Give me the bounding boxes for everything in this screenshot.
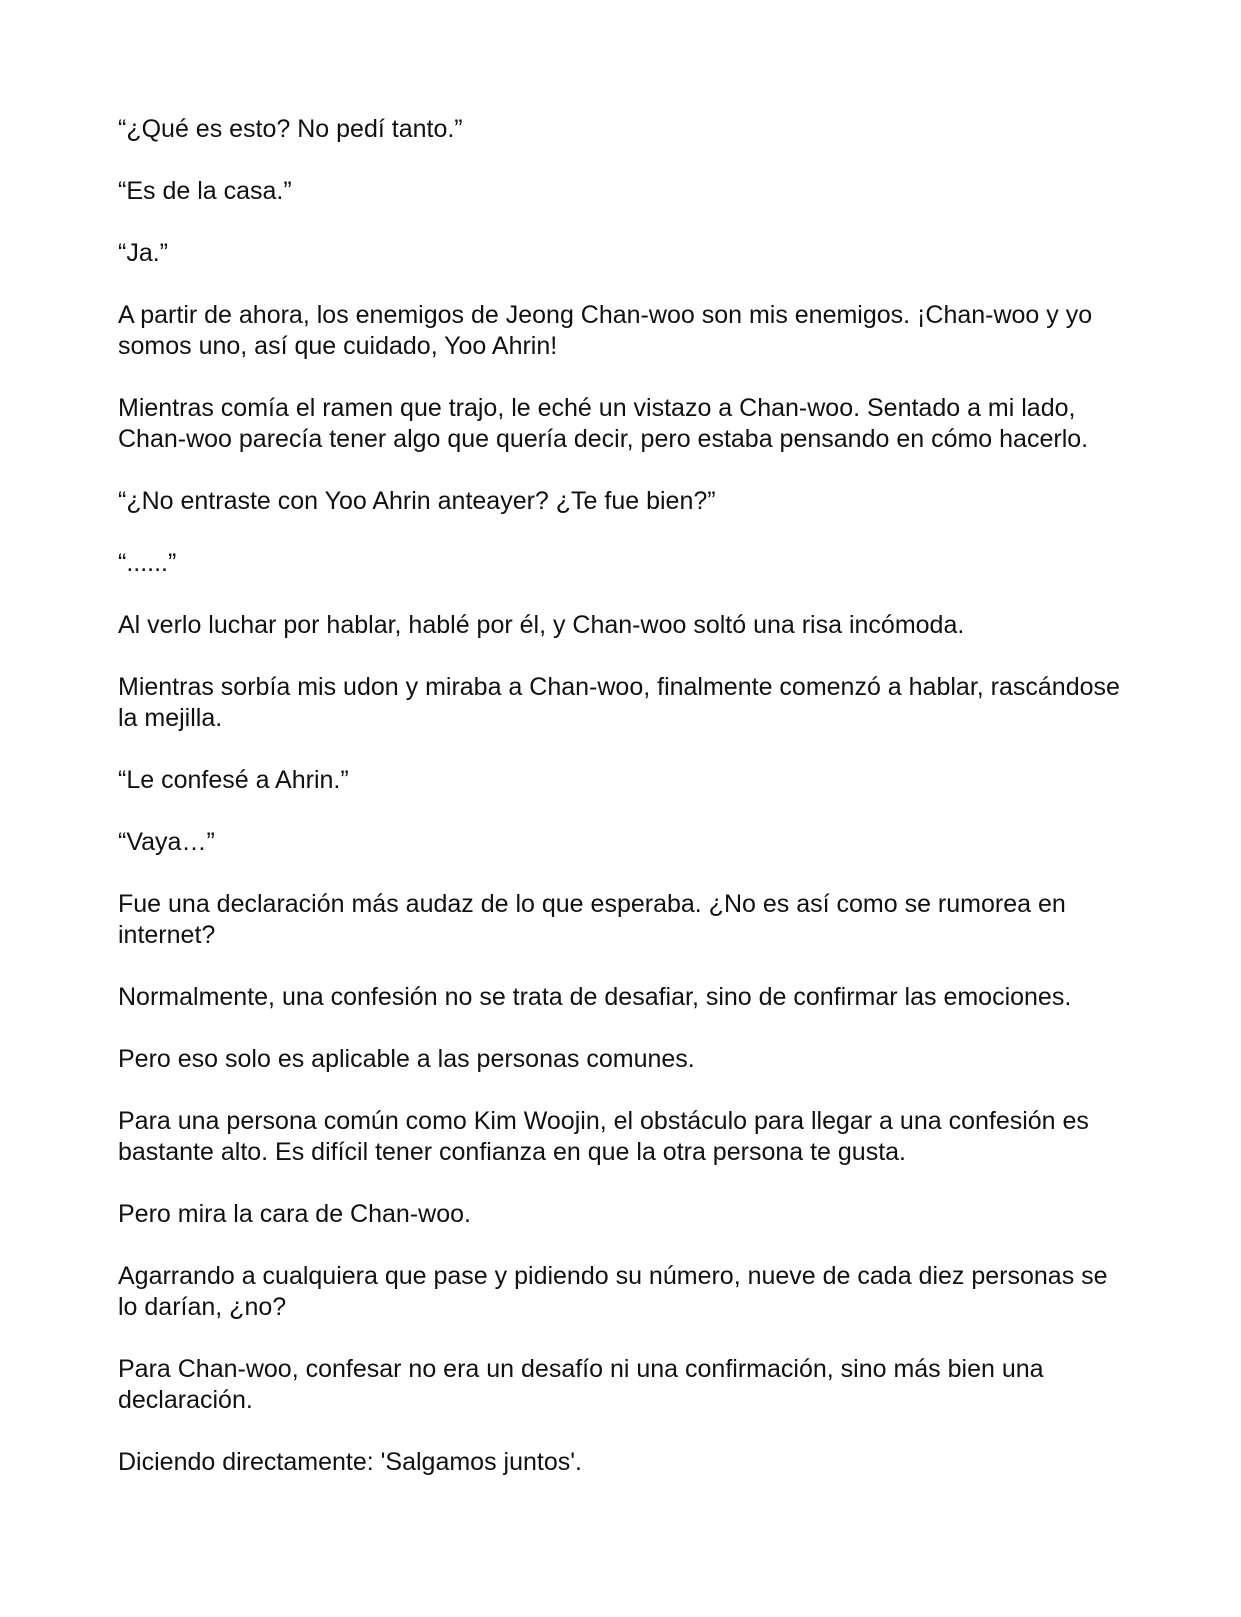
paragraph: Agarrando a cualquiera que pase y pidiendo su número, nueve de cada diez personas se lo darían, ¿no? xyxy=(118,1262,1108,1321)
paragraph: Mientras comía el ramen que trajo, le eché un vistazo a Chan-woo. Sentado a mi lado, Chan-woo parecía tener algo que quería decir, pero estaba pensando en cómo hacerlo. xyxy=(118,394,1089,453)
paragraph: “Le confesé a Ahrin.” xyxy=(118,766,349,794)
text-body xyxy=(118,114,1128,1509)
paragraph: Fue una declaración más audaz de lo que esperaba. ¿No es así como se rumorea en internet? xyxy=(118,890,1066,949)
paragraph: Normalmente, una confesión no se trata de desafiar, sino de confirmar las emociones. xyxy=(118,983,1072,1011)
paragraph: “¿Qué es esto? No pedí tanto.” xyxy=(118,115,463,143)
paragraph: “......” xyxy=(118,549,177,577)
paragraph: Para Chan-woo, confesar no era un desafío ni una confirmación, sino más bien una declaración. xyxy=(118,1355,1044,1414)
paragraph: “¿No entraste con Yoo Ahrin anteayer? ¿Te fue bien?” xyxy=(118,487,716,515)
paragraph: “Ja.” xyxy=(118,239,168,267)
paragraph: Diciendo directamente: 'Salgamos juntos'. xyxy=(118,1448,582,1476)
paragraph: Pero eso solo es aplicable a las personas comunes. xyxy=(118,1045,695,1073)
paragraph: A partir de ahora, los enemigos de Jeong Chan-woo son mis enemigos. ¡Chan-woo y yo somos uno, así que cuidado, Yoo Ahrin! xyxy=(118,301,1093,360)
paragraph: Mientras sorbía mis udon y miraba a Chan-woo, finalmente comenzó a hablar, rascándose la mejilla. xyxy=(118,673,1120,732)
paragraph: Al verlo luchar por hablar, hablé por él, y Chan-woo soltó una risa incómoda. xyxy=(118,611,965,639)
paragraph: “Vaya…” xyxy=(118,828,215,856)
paragraph: Para una persona común como Kim Woojin, el obstáculo para llegar a una confesión es bastante alto. Es difícil tener confianza en que la otra persona te gusta. xyxy=(118,1107,1089,1166)
paragraph: Pero mira la cara de Chan-woo. xyxy=(118,1200,471,1228)
paragraph: “Es de la casa.” xyxy=(118,177,292,205)
